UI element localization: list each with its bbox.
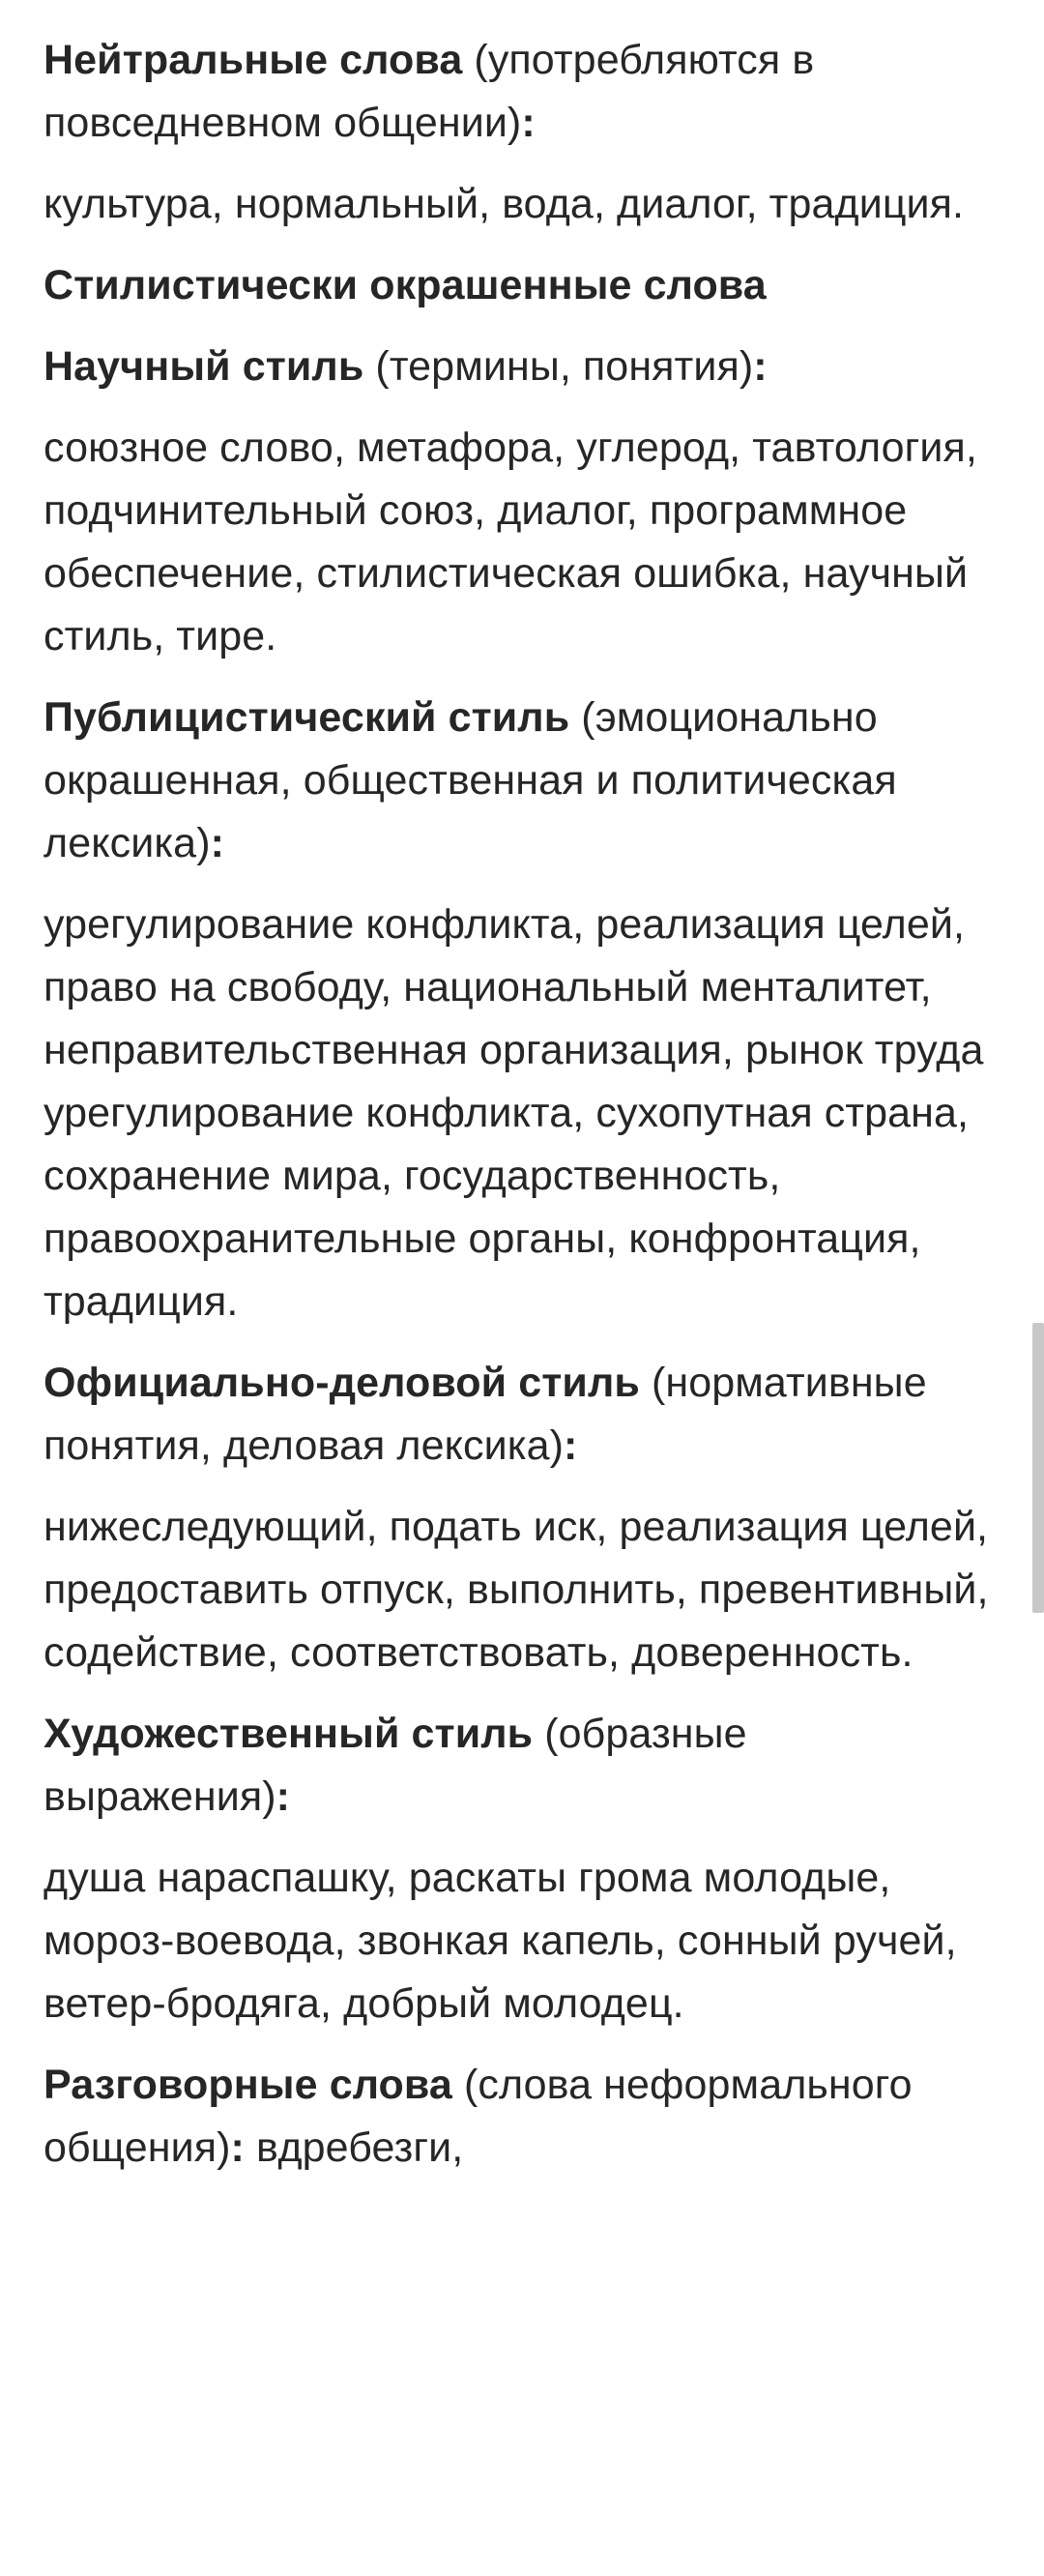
- section-stylistic-heading: Стилистически окрашенные слова: [44, 262, 767, 308]
- section-artistic-heading: [44, 1703, 1000, 1829]
- official-note: (нормативные понятия, деловая лексика): [44, 1360, 927, 1469]
- article-content: [44, 29, 1000, 2198]
- colloquial-note: (слова неформального общения): [44, 2062, 913, 2171]
- artistic-colon: :: [276, 1773, 291, 1820]
- colloquial-body: вдребезги,: [244, 2124, 464, 2171]
- section-scientific-body: союзное слово, метафора, углерод, тавтология, подчинительный союз, диалог, программное обеспечение, стилистическая ошибка, научный стиль, тире.: [44, 424, 977, 659]
- artistic-title: Художественный стиль: [44, 1711, 534, 1757]
- section-artistic-body: душа нараспашку, раскаты грома молодые, мороз-воевода, звонкая капель, сонный ручей, ветер-бродяга, добрый молодец.: [44, 1855, 957, 2027]
- publicistic-note: (эмоционально окрашенная, общественная и политическая лексика): [44, 694, 897, 866]
- section-publicistic-body: [44, 893, 1000, 1333]
- scientific-colon: :: [753, 343, 768, 390]
- scientific-title: Научный стиль: [44, 343, 364, 390]
- neutral-colon: :: [521, 100, 536, 146]
- section-official-heading: [44, 1352, 1000, 1478]
- section-publicistic-heading: [44, 687, 1000, 875]
- neutral-note: (употребляются в повседневном общении): [44, 37, 815, 146]
- publicistic-body-line1: урегулирование конфликта, реализация целей, право на свободу, национальный менталитет, неправительственная организация, рынок труда: [44, 901, 984, 1073]
- section-scientific-heading: [44, 336, 1000, 398]
- official-title: Официально-деловой стиль: [44, 1360, 640, 1406]
- colloquial-title: Разговорные слова: [44, 2062, 452, 2108]
- publicistic-title: Публицистический стиль: [44, 694, 570, 741]
- scientific-note: (термины, понятия): [363, 343, 754, 390]
- section-neutral-heading: [44, 29, 1000, 155]
- artistic-note: (образные выражения): [44, 1711, 747, 1820]
- publicistic-body-line2: урегулирование конфликта, сухопутная страна, сохранение мира, государственность, правоохранительные органы, конфронтация, традиция.: [44, 1090, 970, 1325]
- official-colon: :: [564, 1422, 578, 1469]
- neutral-title: Нейтральные слова: [44, 37, 463, 83]
- section-colloquial-heading: [44, 2054, 1000, 2180]
- scrollbar[interactable]: [1032, 1323, 1044, 1613]
- publicistic-colon: :: [210, 820, 225, 866]
- colloquial-colon: :: [230, 2124, 245, 2171]
- section-neutral-body: культура, нормальный, вода, диалог, традиция.: [44, 181, 965, 227]
- section-official-body: нижеследующий, подать иск, реализация целей, предоставить отпуск, выполнить, превентивный, содействие, соответствовать, доверенность.: [44, 1504, 989, 1676]
